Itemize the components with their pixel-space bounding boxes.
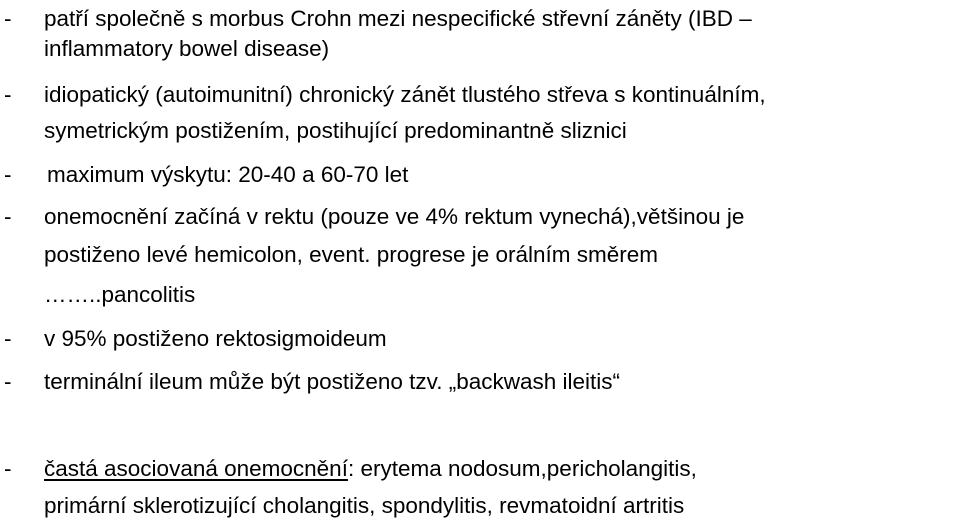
bullet-line <box>0 76 960 114</box>
bullet-text: symetrickým postižením, postihující predominantně sliznici <box>44 118 627 143</box>
bullet-dash: - <box>4 326 12 351</box>
bullet-dash: - <box>4 456 12 481</box>
bullet-text-rest: : erytema nodosum,pericholangitis, <box>347 456 697 481</box>
bullet-text <box>44 450 697 488</box>
bullet-text: primární sklerotizující cholangitis, spondylitis, revmatoidní artritis <box>44 493 685 518</box>
underlined-heading: častá asociovaná onemocnění <box>44 456 348 481</box>
bullet-line <box>0 487 960 525</box>
bullet-text: patří společně s morbus Crohn mezi nespecifické střevní záněty (IBD – <box>44 6 752 31</box>
bullet-line <box>0 450 960 488</box>
bullet-line <box>0 198 960 236</box>
bullet-line <box>0 30 960 68</box>
bullet-line <box>0 320 960 358</box>
bullet-dash: - <box>4 6 12 31</box>
bullet-text: postiženo levé hemicolon, event. progrese je orálním směrem <box>44 242 659 267</box>
bullet-text: ……..pancolitis <box>44 282 196 307</box>
bullet-line <box>0 112 960 150</box>
bullet-line <box>0 363 960 401</box>
bullet-dash: - <box>4 82 12 107</box>
bullet-dash: - <box>4 369 12 394</box>
bullet-line <box>0 236 960 274</box>
bullet-text: inflammatory bowel disease) <box>44 36 330 61</box>
bullet-text: v 95% postiženo rektosigmoideum <box>44 326 387 351</box>
bullet-dash: - <box>4 204 12 229</box>
bullet-line <box>0 156 960 194</box>
bullet-text: onemocnění začíná v rektu (pouze ve 4% rektum vynechá),většinou je <box>44 204 745 229</box>
bullet-text: maximum výskytu: 20-40 a 60-70 let <box>47 162 409 187</box>
bullet-line <box>0 276 960 314</box>
bullet-text: idiopatický (autoimunitní) chronický zánět tlustého střeva s kontinuálním, <box>44 82 766 107</box>
bullet-dash: - <box>4 162 12 187</box>
bullet-text: terminální ileum může být postiženo tzv. „backwash ileitis“ <box>44 369 621 394</box>
